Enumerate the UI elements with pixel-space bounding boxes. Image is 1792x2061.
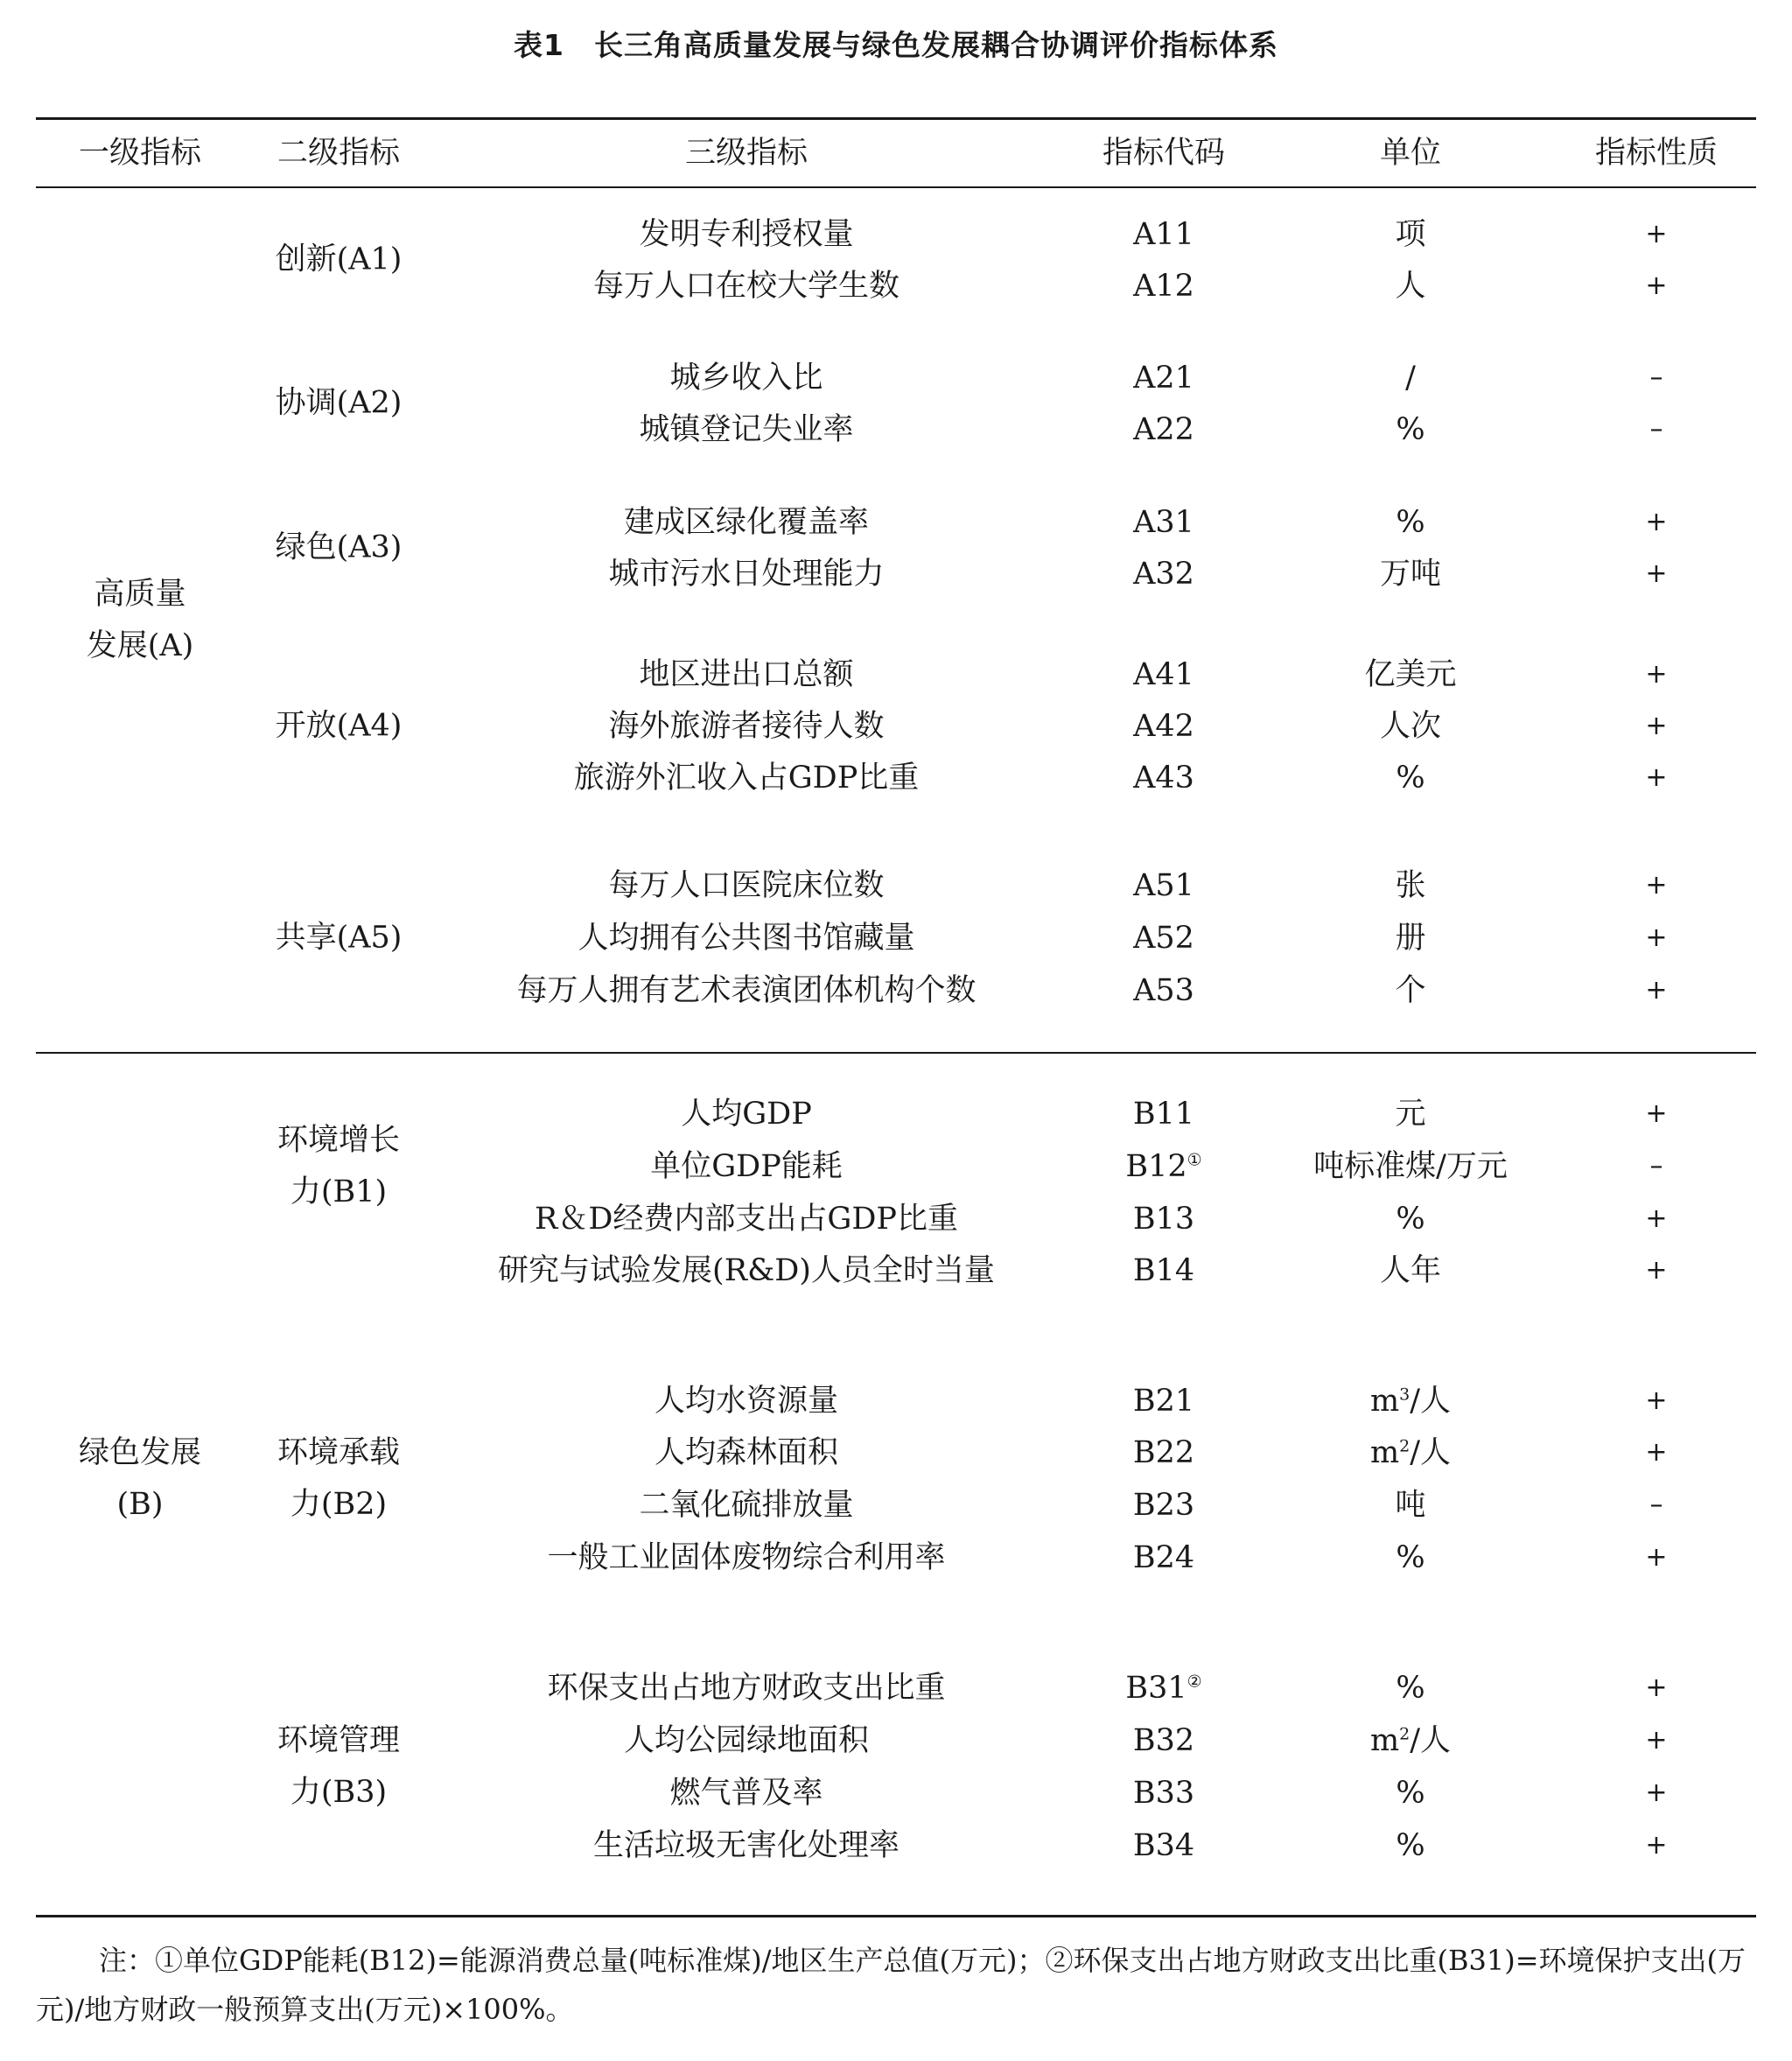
indicator-code <box>1133 1434 1194 1472</box>
level2-line: 绿色(A3) <box>275 529 402 565</box>
indicator-unit <box>1395 267 1425 305</box>
indicator-code <box>1133 866 1194 905</box>
indicator-polarity: + <box>1645 270 1668 301</box>
column-header: 二级指标 <box>276 136 401 171</box>
indicator-name: 海外旅游者接待人数 <box>608 709 885 744</box>
indicator-unit <box>1395 1095 1425 1133</box>
indicator-unit <box>1396 410 1424 449</box>
unit-text: 册 <box>1395 921 1426 956</box>
indicator-name: 地区进出口总额 <box>639 657 854 692</box>
indicator-unit <box>1395 971 1425 1010</box>
indicator-polarity: + <box>1645 1830 1668 1861</box>
indicator-code <box>1133 267 1194 305</box>
unit-exponent: 2 <box>1399 1724 1410 1744</box>
indicator-name: 每万人口医院床位数 <box>608 868 885 903</box>
indicator-polarity: + <box>1645 762 1668 793</box>
indicator-name: 研究与试验发展(R&D)人员全时当量 <box>498 1253 995 1288</box>
indicator-code <box>1133 759 1194 797</box>
unit-text: m <box>1369 1723 1400 1758</box>
indicator-polarity: – <box>1649 1490 1663 1520</box>
unit-tail: /人 <box>1410 1435 1452 1470</box>
indicator-polarity: + <box>1645 1777 1668 1808</box>
unit-text: 张 <box>1395 868 1426 903</box>
code-text: A43 <box>1133 761 1194 796</box>
indicator-unit <box>1370 1721 1451 1760</box>
level2-line: 环境增长 <box>276 1123 401 1158</box>
code-text: A22 <box>1133 412 1194 447</box>
unit-text: 个 <box>1395 973 1426 1008</box>
unit-text: % <box>1396 1776 1425 1811</box>
indicator-unit <box>1395 866 1425 905</box>
indicator-unit <box>1370 1382 1451 1420</box>
code-text: B24 <box>1132 1540 1195 1575</box>
level2-category <box>276 522 402 574</box>
indicator-polarity: + <box>1645 1203 1668 1234</box>
unit-text: % <box>1396 1540 1425 1575</box>
code-text: B12 <box>1125 1149 1187 1184</box>
indicator-name: 每万人拥有艺术表演团体机构个数 <box>516 973 976 1008</box>
indicator-unit <box>1313 1147 1508 1186</box>
table-caption: 表1 长三角高质量发展与绿色发展耦合协调评价指标体系 <box>514 28 1278 62</box>
indicator-polarity: + <box>1645 659 1668 690</box>
indicator-polarity: + <box>1645 1725 1668 1756</box>
indicator-polarity: – <box>1649 362 1663 393</box>
indicator-code <box>1133 1486 1194 1525</box>
unit-text: % <box>1396 1828 1425 1863</box>
column-header: 指标性质 <box>1594 136 1718 171</box>
code-text: A21 <box>1133 361 1194 396</box>
unit-text: % <box>1396 1202 1425 1237</box>
code-text: B11 <box>1132 1097 1195 1132</box>
indicator-polarity: + <box>1645 1672 1668 1703</box>
indicator-code <box>1133 1774 1194 1812</box>
indicator-polarity: + <box>1645 1542 1668 1573</box>
column-header: 一级指标 <box>78 136 202 171</box>
indicator-name: 每万人口在校大学生数 <box>592 269 900 304</box>
indicator-name: 二氧化硫排放量 <box>639 1488 854 1523</box>
unit-text: 项 <box>1395 217 1426 252</box>
level2-category <box>276 235 402 286</box>
indicator-polarity: + <box>1645 507 1668 537</box>
indicator-code <box>1133 1200 1194 1238</box>
indicator-polarity: + <box>1645 711 1668 741</box>
indicator-unit <box>1364 655 1456 694</box>
unit-text: 吨 <box>1395 1488 1426 1523</box>
indicator-polarity: + <box>1645 870 1668 901</box>
indicator-name: 一般工业固体废物综合利用率 <box>547 1540 946 1575</box>
code-text: A32 <box>1133 557 1194 592</box>
level2-line: 开放(A4) <box>275 708 402 744</box>
code-text: A51 <box>1133 868 1194 903</box>
unit-text: 吨标准煤/万元 <box>1313 1149 1508 1184</box>
level2-line: 力(B1) <box>290 1174 388 1209</box>
indicator-unit <box>1396 1669 1424 1707</box>
indicator-name: 城市污水日处理能力 <box>608 557 885 592</box>
indicator-unit <box>1395 1486 1425 1525</box>
indicator-name: 人均拥有公共图书馆藏量 <box>578 921 915 956</box>
indicator-unit <box>1380 555 1441 593</box>
note-text: 注：①单位GDP能耗(B12)=能源消费总量(吨标准煤)/地区生产总值(万元)；②环保支出占地方财政支出比重(B31)=环境保护支出(万元)/地方财政一般预算支出(万元)×100%。 <box>36 1944 1746 2026</box>
indicator-unit <box>1370 1434 1451 1472</box>
indicator-code <box>1133 410 1194 449</box>
indicator-code <box>1133 971 1194 1010</box>
table-top-rule <box>36 117 1756 120</box>
unit-text: 人次 <box>1379 709 1442 744</box>
code-text: A11 <box>1133 217 1194 252</box>
level2-category <box>276 378 402 430</box>
indicator-name: 环保支出占地方财政支出比重 <box>547 1671 946 1706</box>
indicator-unit <box>1396 1774 1424 1812</box>
level2-line: 力(B2) <box>290 1487 388 1522</box>
table-note <box>36 1936 1756 2034</box>
unit-text: 人年 <box>1379 1253 1442 1288</box>
indicator-name: 城乡收入比 <box>669 361 823 396</box>
unit-exponent: 2 <box>1399 1436 1410 1456</box>
unit-tail: /人 <box>1410 1723 1452 1758</box>
indicator-unit <box>1396 1200 1424 1238</box>
code-text: B23 <box>1132 1488 1195 1523</box>
level1-line: 绿色发展 <box>78 1435 202 1470</box>
table-section-rule <box>36 1052 1756 1054</box>
indicator-polarity: + <box>1645 558 1668 589</box>
footnote-mark: ② <box>1186 1672 1202 1692</box>
column-header: 指标代码 <box>1102 136 1226 171</box>
level2-line: 协调(A2) <box>275 385 402 421</box>
indicator-name: 人均森林面积 <box>654 1435 839 1470</box>
indicator-name: 人均公园绿地面积 <box>623 1723 870 1758</box>
unit-text: / <box>1405 361 1416 396</box>
indicator-unit <box>1396 503 1424 542</box>
table-header-rule <box>36 186 1756 188</box>
unit-text: 亿美元 <box>1364 657 1457 692</box>
level2-category <box>277 1427 400 1531</box>
indicator-name: 发明专利授权量 <box>639 217 854 252</box>
code-text: B13 <box>1132 1202 1195 1237</box>
indicator-polarity: + <box>1645 975 1668 1006</box>
indicator-name: R＆D经费内部支出占GDP比重 <box>535 1202 958 1237</box>
code-text: B32 <box>1132 1723 1195 1758</box>
level1-line: 高质量 <box>94 577 186 612</box>
indicator-code <box>1133 1721 1194 1760</box>
indicator-polarity: – <box>1649 1151 1663 1181</box>
indicator-code <box>1133 215 1194 254</box>
table-bottom-rule <box>36 1915 1756 1917</box>
column-header: 三级指标 <box>684 136 808 171</box>
unit-exponent: 3 <box>1399 1385 1410 1405</box>
level2-line: 环境管理 <box>276 1723 401 1758</box>
code-text: A42 <box>1133 709 1194 744</box>
indicator-name: 生活垃圾无害化处理率 <box>592 1828 900 1863</box>
level1-line: 发展(A) <box>86 628 194 663</box>
indicator-unit <box>1395 215 1425 254</box>
indicator-unit <box>1395 919 1425 957</box>
indicator-name: 燃气普及率 <box>669 1776 823 1811</box>
indicator-polarity: + <box>1645 1385 1668 1416</box>
unit-text: % <box>1396 412 1425 447</box>
footnote-mark: ① <box>1186 1150 1202 1170</box>
indicator-polarity: + <box>1645 219 1668 249</box>
indicator-code <box>1133 503 1194 542</box>
code-text: B33 <box>1132 1776 1195 1811</box>
level2-category <box>277 1115 400 1218</box>
code-text: A53 <box>1133 973 1194 1008</box>
level2-category <box>276 701 402 753</box>
level2-line: 共享(A5) <box>275 920 402 956</box>
indicator-unit <box>1405 359 1416 397</box>
indicator-unit <box>1396 1826 1424 1865</box>
code-text: B14 <box>1132 1253 1195 1288</box>
unit-tail: /人 <box>1410 1384 1452 1419</box>
indicator-code <box>1125 1147 1201 1186</box>
indicator-unit <box>1380 707 1441 746</box>
level1-line: (B) <box>116 1487 164 1522</box>
code-text: B34 <box>1132 1828 1195 1863</box>
indicator-polarity: + <box>1645 922 1668 953</box>
level1-category <box>79 1427 201 1531</box>
indicator-name: 人均水资源量 <box>654 1384 839 1419</box>
unit-text: % <box>1396 505 1425 540</box>
level2-category <box>277 1715 400 1819</box>
code-text: B21 <box>1132 1384 1195 1419</box>
indicator-code <box>1133 919 1194 957</box>
code-text: B31 <box>1125 1671 1187 1706</box>
indicator-polarity: + <box>1645 1437 1668 1468</box>
code-text: A52 <box>1133 921 1194 956</box>
level2-line: 环境承载 <box>276 1435 401 1470</box>
indicator-code <box>1133 655 1194 694</box>
indicator-name: 建成区绿化覆盖率 <box>623 505 870 540</box>
level2-category <box>276 913 402 964</box>
indicator-code <box>1133 1826 1194 1865</box>
level1-category <box>87 569 194 672</box>
indicator-code <box>1133 555 1194 593</box>
indicator-unit <box>1396 759 1424 797</box>
indicator-name: 单位GDP能耗 <box>650 1149 843 1184</box>
indicator-code <box>1133 1251 1194 1290</box>
unit-text: % <box>1396 1671 1425 1706</box>
indicator-name: 旅游外汇收入占GDP比重 <box>573 761 920 796</box>
code-text: A31 <box>1133 505 1194 540</box>
unit-text: m <box>1369 1384 1400 1419</box>
indicator-code <box>1133 707 1194 746</box>
level2-line: 创新(A1) <box>275 242 402 277</box>
indicator-code <box>1125 1669 1201 1707</box>
indicator-polarity: + <box>1645 1255 1668 1286</box>
code-text: A41 <box>1133 657 1194 692</box>
indicator-polarity: – <box>1649 414 1663 445</box>
code-text: A12 <box>1133 269 1194 304</box>
column-header: 单位 <box>1379 136 1442 171</box>
unit-text: 人 <box>1395 269 1426 304</box>
indicator-code <box>1133 359 1194 397</box>
indicator-polarity: + <box>1645 1098 1668 1129</box>
indicator-unit <box>1396 1539 1424 1577</box>
indicator-unit <box>1380 1251 1441 1290</box>
indicator-code <box>1133 1095 1194 1133</box>
unit-text: 元 <box>1395 1097 1426 1132</box>
indicator-name: 人均GDP <box>681 1097 812 1132</box>
code-text: B22 <box>1132 1435 1195 1470</box>
unit-text: % <box>1396 761 1425 796</box>
level2-line: 力(B3) <box>290 1775 388 1810</box>
unit-text: 万吨 <box>1379 557 1442 592</box>
indicator-code <box>1133 1382 1194 1420</box>
indicator-name: 城镇登记失业率 <box>639 412 854 447</box>
unit-text: m <box>1369 1435 1400 1470</box>
indicator-code <box>1133 1539 1194 1577</box>
